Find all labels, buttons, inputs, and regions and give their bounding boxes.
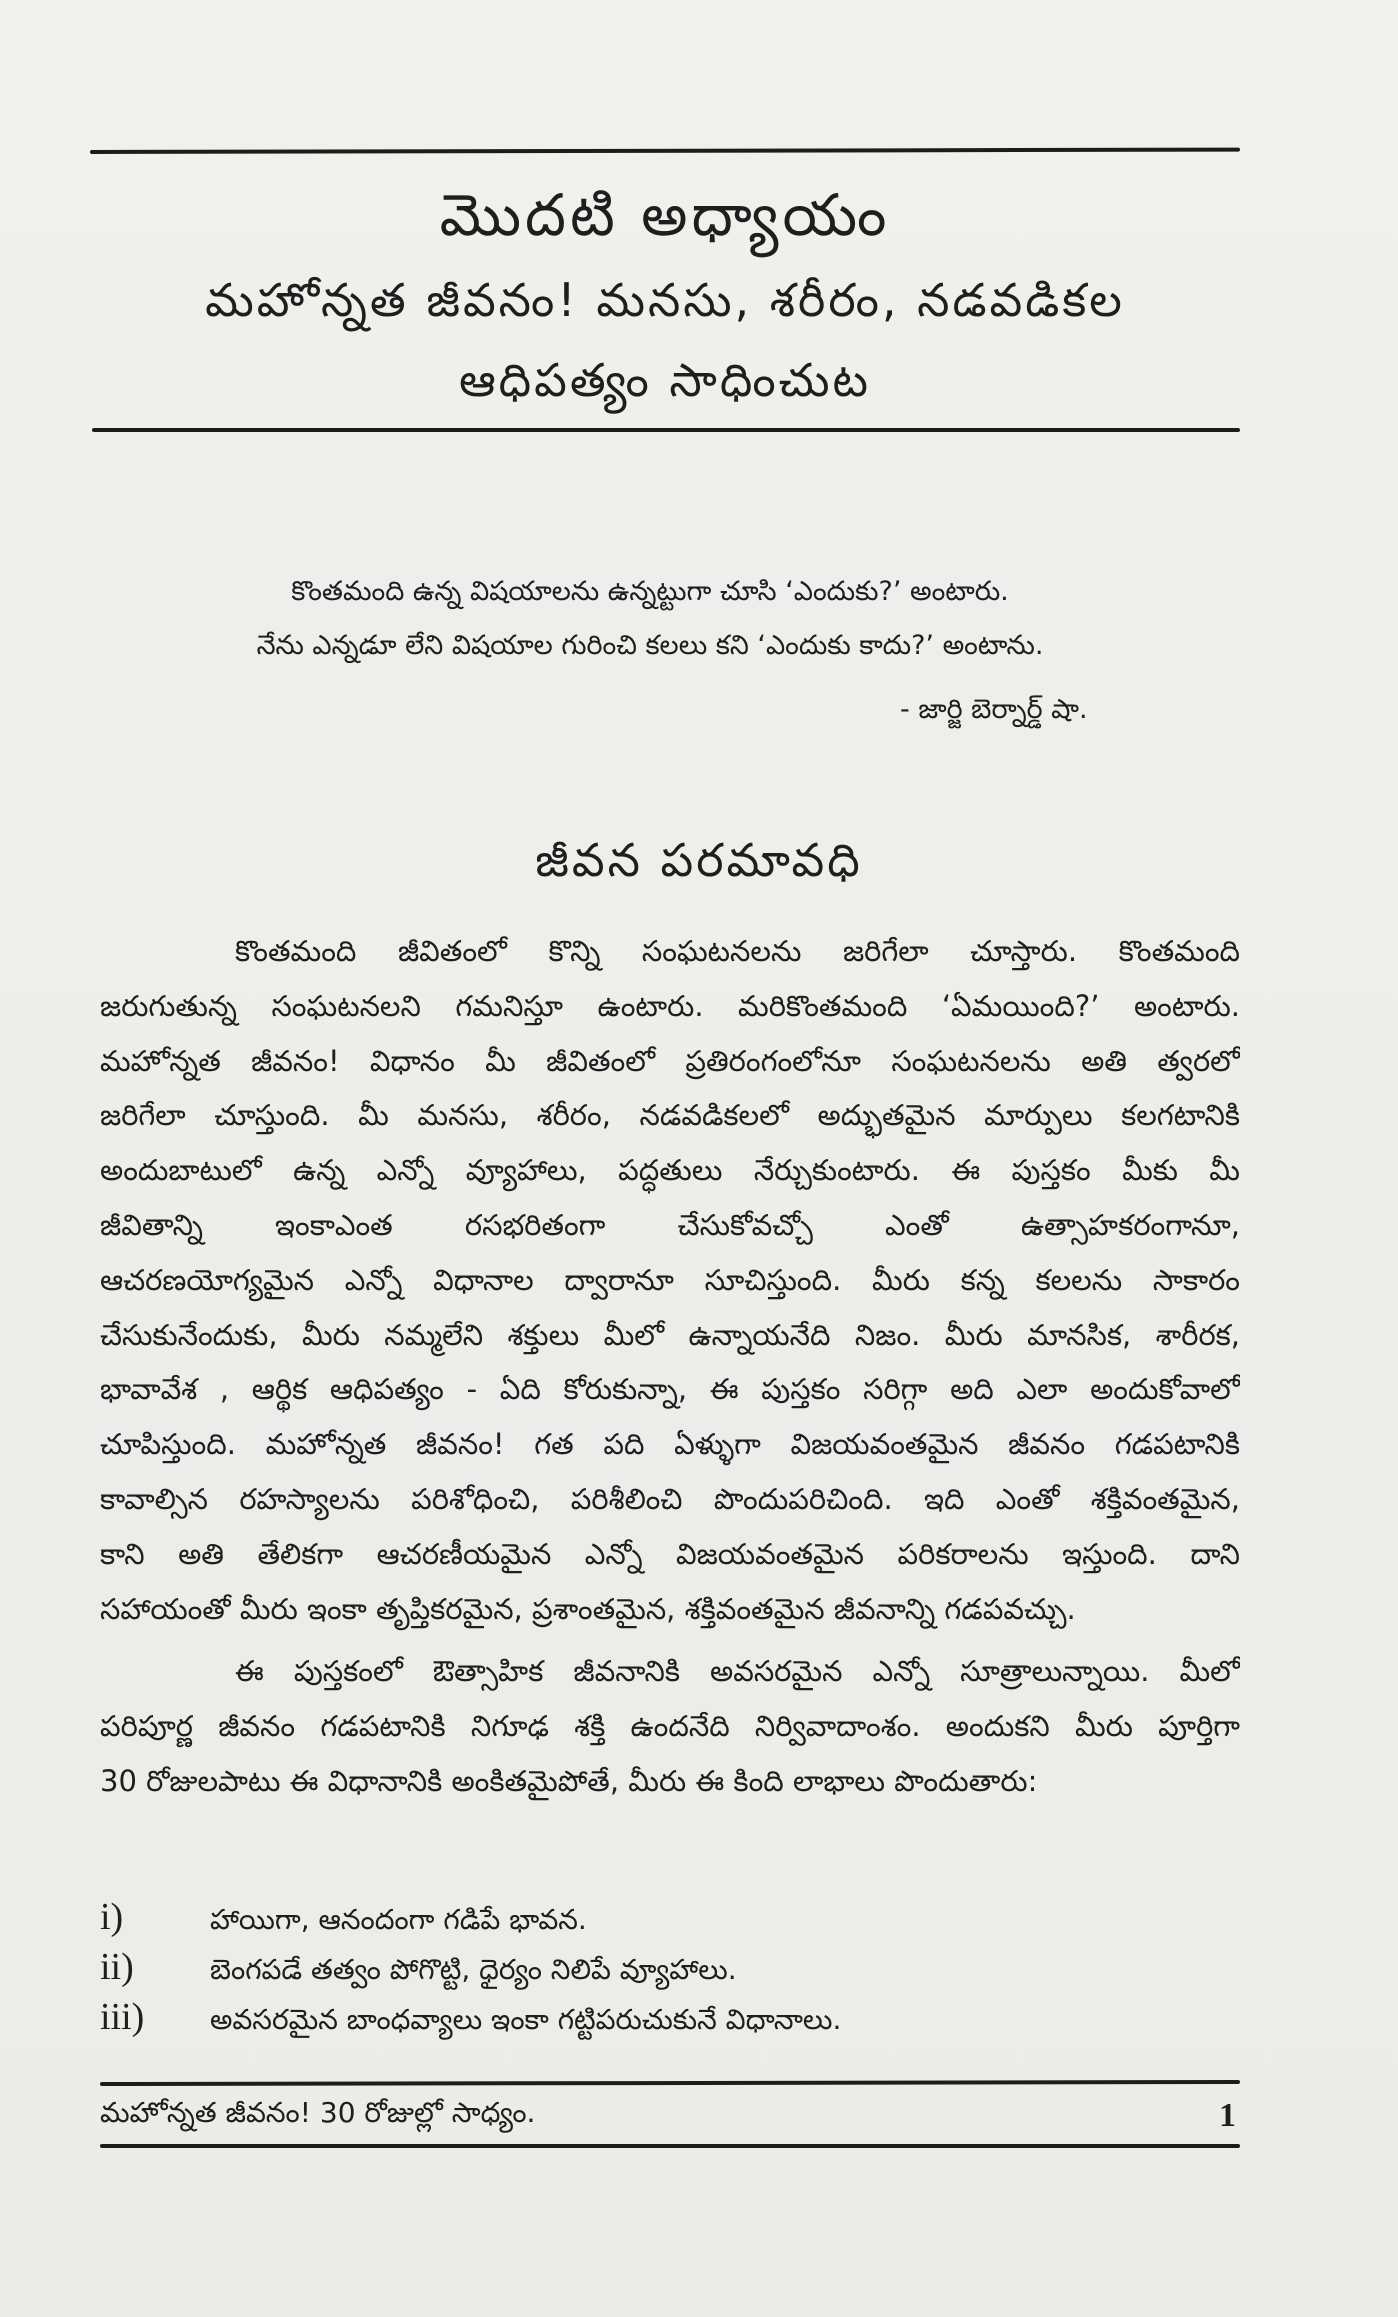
text-line: కావాల్సిన రహస్యాలను పరిశోధించి, పరిశీలించి పొందుపరిచింది. ఇది ఎంతో శక్తివంతమైన, bbox=[100, 1481, 1240, 1516]
text-line: కాని అతి తేలికగా ఆచరణీయమైన ఎన్నో విజయవంతమైన పరికరాలను ఇస్తుంది. దాని bbox=[100, 1536, 1240, 1571]
chapter-title-line-2: ఆధిపత్యం సాధించుట bbox=[458, 353, 872, 407]
list-marker: ii) bbox=[100, 1946, 134, 1988]
benefit-text: హాయిగా, ఆనందంగా గడిపే భావన. bbox=[210, 1903, 587, 1936]
running-footer-title: మహోన్నత జీవనం! 30 రోజుల్లో సాధ్యం. bbox=[100, 2096, 536, 2129]
list-marker: i) bbox=[100, 1896, 124, 1938]
text-line: జరుగుతున్న సంఘటనలని గమనిస్తూ ఉంటారు. మరికొంతమంది ‘ఏమయింది?’ అంటారు. bbox=[100, 988, 1240, 1023]
text-line: చూపిస్తుంది. మహోన్నత జీవనం! గత పది ఏళ్ళుగా విజయవంతమైన జీవనం గడపటానికి bbox=[100, 1427, 1240, 1462]
text-line: సహాయంతో మీరు ఇంకా తృప్తికరమైన, ప్రశాంతమైన, శక్తివంతమైన జీవనాన్ని గడపవచ్చు. bbox=[100, 1591, 1076, 1626]
text-line: జరిగేలా చూస్తుంది. మీ మనసు, శరీరం, నడవడికలలో అద్భుతమైన మార్పులు కలగటానికి bbox=[100, 1098, 1240, 1133]
text-line: భావావేశ , ఆర్థిక ఆధిపత్యం - ఏది కోరుకున్నా, ఈ పుస్తకం సరిగ్గా అది ఎలా అందుకోవాలో bbox=[100, 1372, 1240, 1407]
header-bottom-rule bbox=[92, 428, 1240, 432]
epigraph-author: - జార్జి బెర్నార్డ్ షా. bbox=[900, 694, 1088, 725]
chapter-number: మొదటి అధ్యాయం bbox=[439, 181, 891, 249]
benefit-item bbox=[100, 1995, 1240, 2045]
text-line: 30 రోజులపాటు ఈ విధానానికి అంకితమైపోతే, మీరు ఈ కింది లాభాలు పొందుతారు: bbox=[100, 1763, 1038, 1798]
paragraph-2 bbox=[100, 1644, 1240, 1808]
text-line: కొంతమంది జీవితంలో కొన్ని సంఘటనలను జరిగేలా చూస్తారు. కొంతమంది bbox=[235, 934, 1240, 968]
chapter-header bbox=[90, 160, 1240, 420]
text-line: పరిపూర్ణ జీవనం గడపటానికి నిగూఢ శక్తి ఉందనేది నిర్వివాదాంశం. అందుకని మీరు పూర్తిగా bbox=[100, 1709, 1240, 1744]
text-line: మహోన్నత జీవనం! విధానం మీ జీవితంలో ప్రతిరంగంలోనూ సంఘటనలను అతి త్వరలో bbox=[100, 1043, 1240, 1078]
benefit-text: బెంగపడే తత్వం పోగొట్టి, ధైర్యం నిలిపే వ్యూహాలు. bbox=[210, 1953, 737, 1986]
epigraph-line-2: నేను ఎన్నడూ లేని విషయాల గురించి కలలు కని ‘ఎందుకు కాదు?’ అంటాను. bbox=[256, 630, 1044, 661]
page-footer bbox=[100, 2090, 1240, 2142]
text-line: చేసుకునేందుకు, మీరు నమ్మలేని శక్తులు మీలో ఉన్నాయనేది నిజం. మీరు మానసిక, శారీరక, bbox=[100, 1317, 1240, 1352]
footer-bottom-rule bbox=[100, 2144, 1240, 2148]
text-line: జీవితాన్ని ఇంకాఎంత రసభరితంగా చేసుకోవచ్చో ఎంతో ఉత్సాహకరంగానూ, bbox=[100, 1207, 1240, 1242]
epigraph-line-1: కొంతమంది ఉన్న విషయాలను ఉన్నట్టుగా చూసి ‘ఎందుకు?’ అంటారు. bbox=[291, 576, 1009, 607]
benefit-text: అవసరమైన బాంధవ్యాలు ఇంకా గట్టిపరుచుకునే విధానాలు. bbox=[210, 2003, 842, 2036]
page-number: 1 bbox=[1219, 2097, 1236, 2134]
chapter-title-line-1: మహోన్నత జీవనం! మనసు, శరీరం, నడవడికల bbox=[205, 273, 1125, 327]
paragraph-1 bbox=[100, 924, 1240, 1636]
body-text bbox=[100, 924, 1240, 1809]
text-line: ఆచరణయోగ్యమైన ఎన్నో విధానాల ద్వారానూ సూచిస్తుంది. మీరు కన్న కలలను సాకారం bbox=[100, 1262, 1240, 1297]
benefit-item bbox=[100, 1945, 1240, 1995]
benefit-item bbox=[100, 1895, 1240, 1945]
epigraph-quote bbox=[150, 565, 1150, 673]
list-marker: iii) bbox=[100, 1996, 145, 2038]
section-title: జీవన పరమావధి bbox=[535, 833, 863, 887]
header-top-rule bbox=[90, 148, 1240, 154]
text-line: ఈ పుస్తకంలో ఔత్సాహిక జీవనానికి అవసరమైన ఎన్నో సూత్రాలున్నాయి. మీలో bbox=[235, 1654, 1240, 1689]
benefits-list bbox=[100, 1895, 1240, 2045]
text-line: అందుబాటులో ఉన్న ఎన్నో వ్యూహాలు, పద్ధతులు నేర్చుకుంటారు. ఈ పుస్తకం మీకు మీ bbox=[100, 1153, 1240, 1188]
footer-top-rule bbox=[100, 2080, 1240, 2086]
